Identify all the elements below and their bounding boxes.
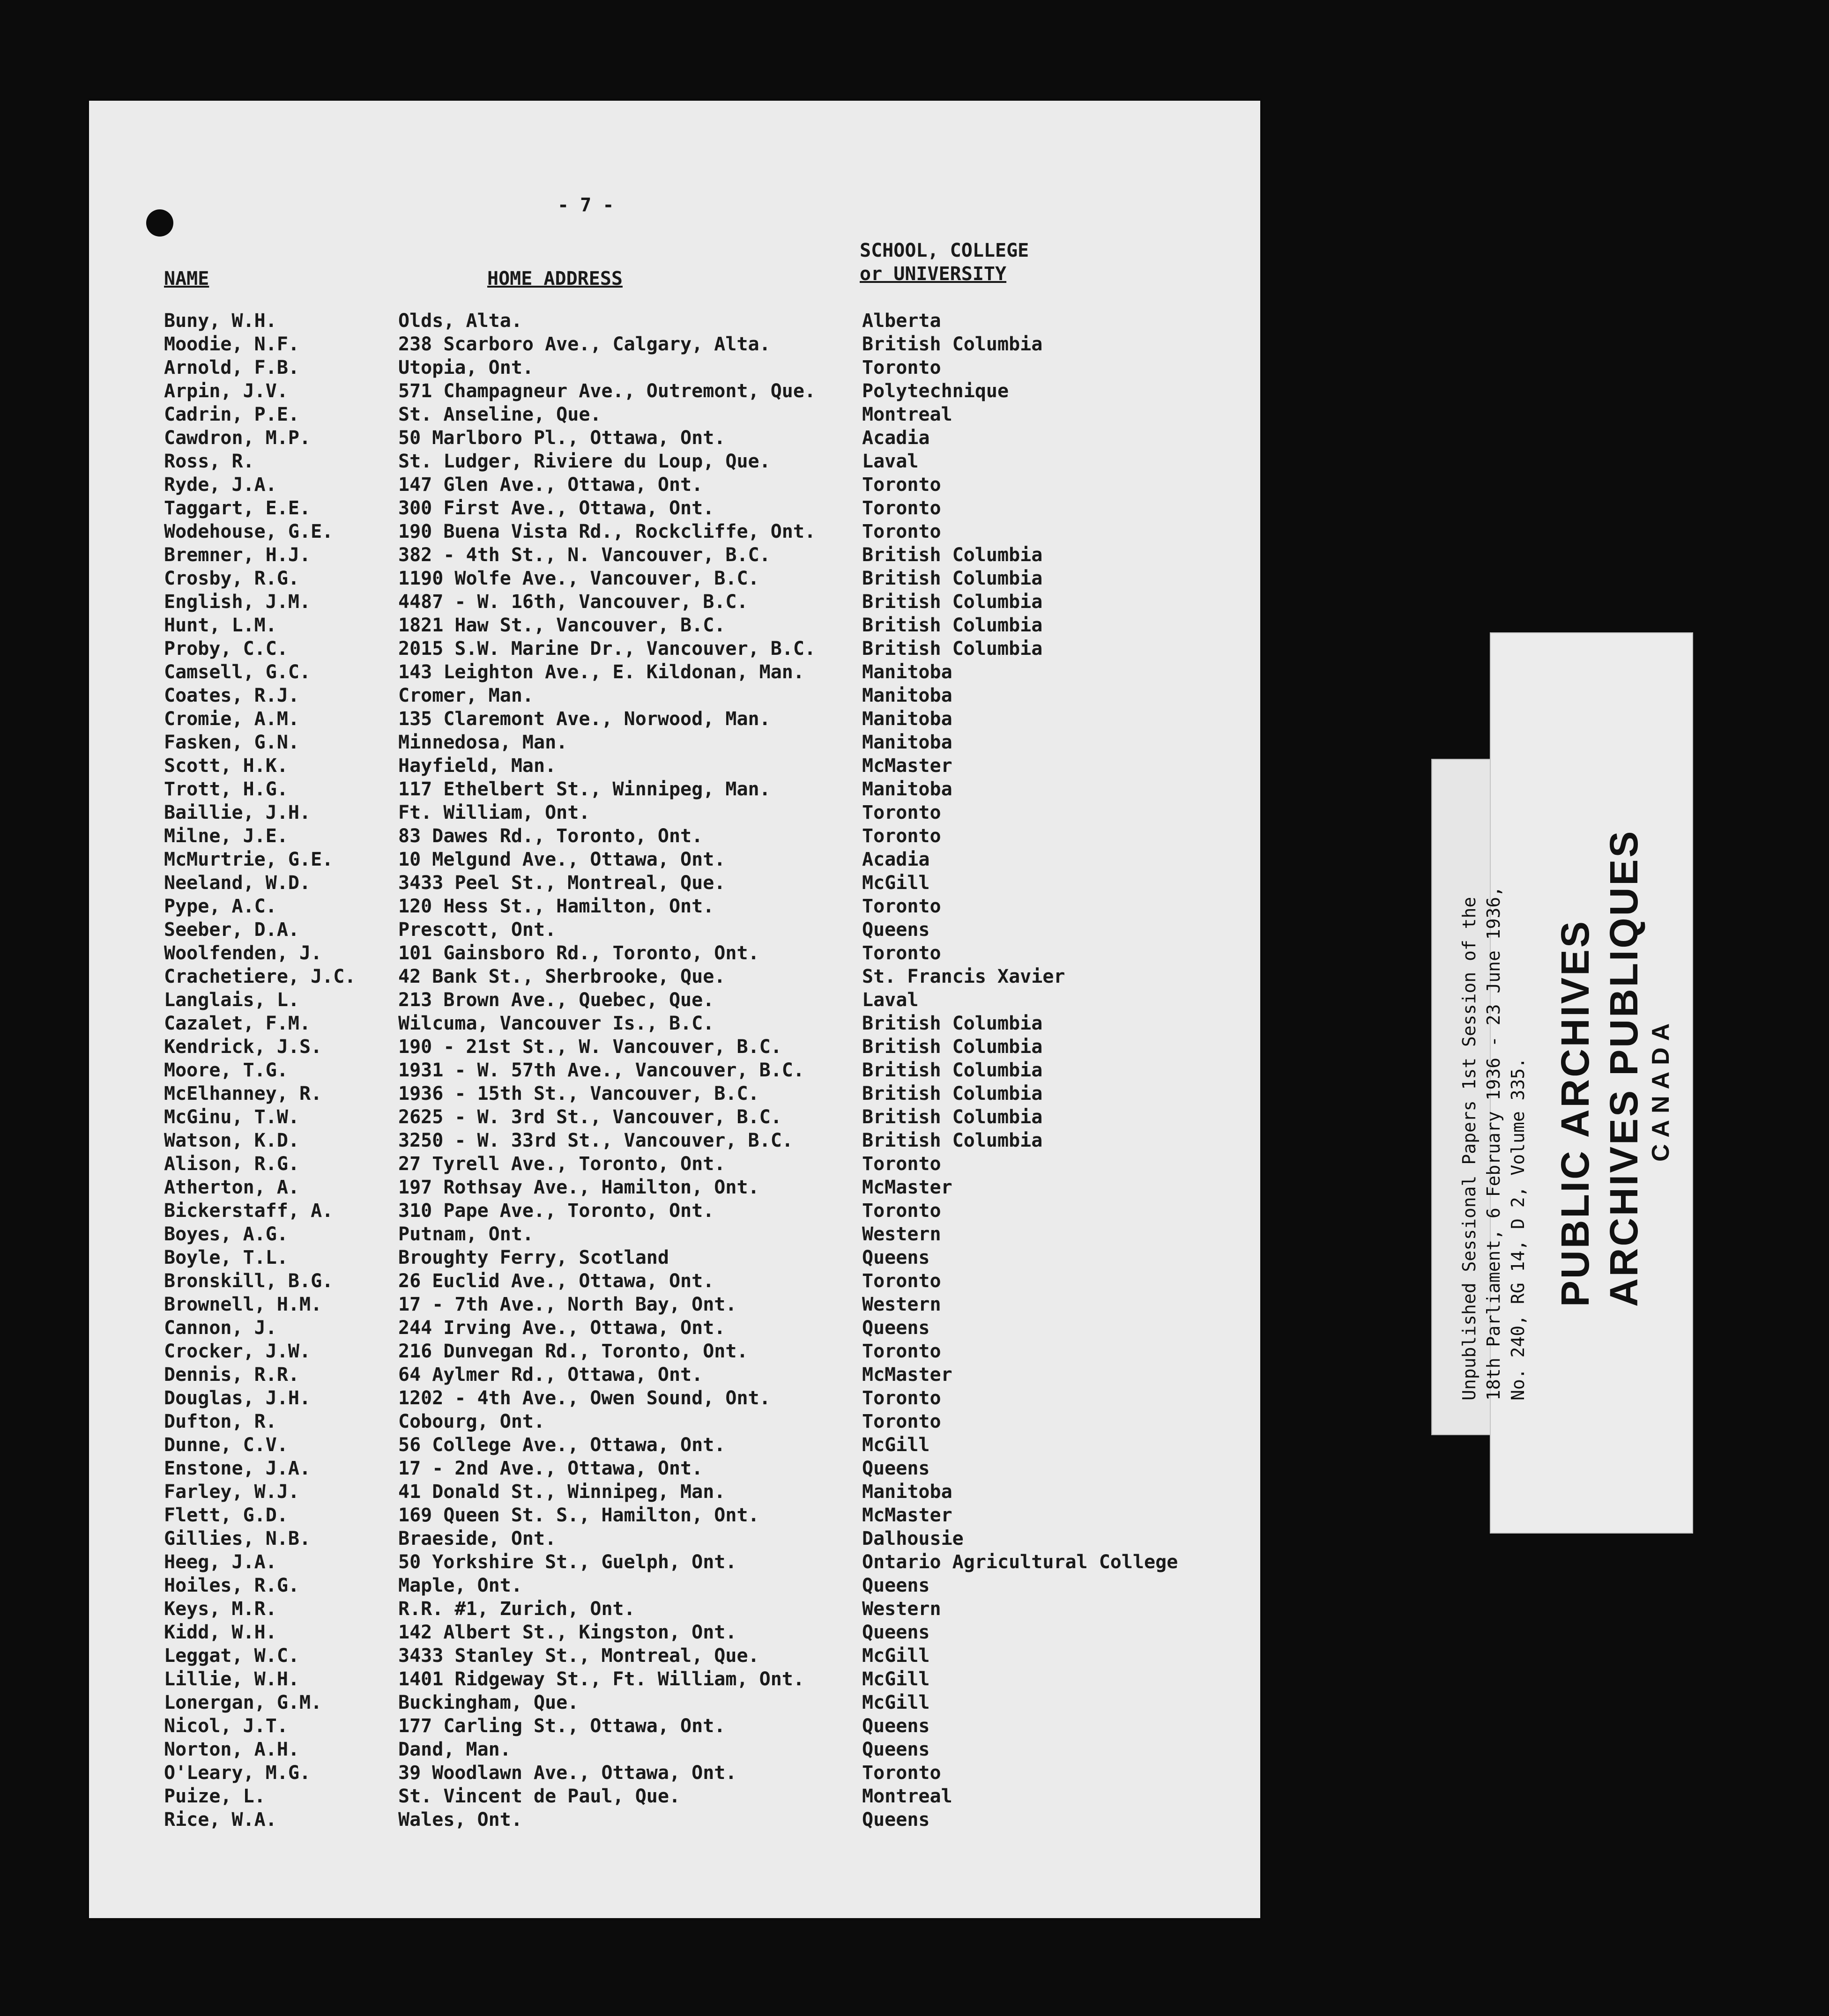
row-home-address: 216 Dunvegan Rd., Toronto, Ont. [398,1341,748,1362]
row-school: Toronto [862,357,941,378]
row-school: Manitoba [862,708,952,730]
row-name: Milne, J.E. [164,825,288,847]
row-home-address: Cromer, Man. [398,685,534,706]
row-name: Dufton, R. [164,1411,277,1432]
row-home-address: 190 Buena Vista Rd., Rockcliffe, Ont. [398,521,816,542]
row-home-address: 213 Brown Ave., Quebec, Que. [398,989,714,1011]
row-school: Laval [862,989,919,1011]
row-name: Cannon, J. [164,1317,277,1339]
row-home-address: 1202 - 4th Ave., Owen Sound, Ont. [398,1387,771,1409]
row-home-address: 142 Albert St., Kingston, Ont. [398,1622,737,1643]
table-row [164,590,1251,614]
row-home-address: St. Vincent de Paul, Que. [398,1786,681,1807]
row-name: Taggart, E.E. [164,497,311,519]
table-row [164,450,1251,473]
table-row [164,941,1251,965]
row-home-address: 120 Hess St., Hamilton, Ont. [398,896,714,917]
row-home-address: 169 Queen St. S., Hamilton, Ont. [398,1505,759,1526]
row-home-address: Buckingham, Que. [398,1692,579,1713]
row-home-address: Hayfield, Man. [398,755,557,777]
row-home-address: 39 Woodlawn Ave., Ottawa, Ont. [398,1762,737,1784]
row-school: Toronto [862,474,941,496]
row-home-address: 101 Gainsboro Rd., Toronto, Ont. [398,942,759,964]
row-name: Arnold, F.B. [164,357,299,378]
row-name: Camsell, G.C. [164,661,311,683]
table-row [164,1340,1251,1363]
row-home-address: 2015 S.W. Marine Dr., Vancouver, B.C. [398,638,816,660]
row-home-address: 83 Dawes Rd., Toronto, Ont. [398,825,703,847]
row-name: Arpin, J.V. [164,380,288,402]
row-home-address: Broughty Ferry, Scotland [398,1247,669,1268]
row-home-address: 27 Tyrell Ave., Toronto, Ont. [398,1153,726,1175]
row-school: Toronto [862,1411,941,1432]
row-name: Enstone, J.A. [164,1458,311,1479]
row-home-address: 244 Irving Ave., Ottawa, Ont. [398,1317,726,1339]
archive-title-line2: ARCHIVES PUBLIQUES [1602,829,1646,1307]
row-school: Manitoba [862,732,952,753]
row-home-address: 190 - 21st St., W. Vancouver, B.C. [398,1036,782,1058]
row-name: Wodehouse, G.E. [164,521,334,542]
row-name: Pype, A.C. [164,896,277,917]
roster-list [164,309,1251,1831]
row-name: Boyes, A.G. [164,1223,288,1245]
row-school: McGill [862,872,930,894]
row-home-address: Ft. William, Ont. [398,802,590,823]
table-row [164,754,1251,778]
row-home-address: 117 Ethelbert St., Winnipeg, Man. [398,778,771,800]
row-school: British Columbia [862,544,1043,566]
row-school: Queens [862,1809,930,1831]
row-school: Western [862,1598,941,1620]
row-name: Baillie, J.H. [164,802,311,823]
row-school: Toronto [862,802,941,823]
table-row [164,1738,1251,1761]
row-school: Toronto [862,942,941,964]
row-school: British Columbia [862,638,1043,660]
row-school: Queens [862,1622,930,1643]
row-name: McGinu, T.W. [164,1106,299,1128]
archive-title-line1: PUBLIC ARCHIVES [1553,919,1597,1307]
row-home-address: Utopia, Ont. [398,357,534,378]
table-row [164,1550,1251,1574]
table-row [164,707,1251,731]
row-school: Western [862,1294,941,1315]
row-home-address: 1936 - 15th St., Vancouver, B.C. [398,1083,759,1104]
table-row [164,1293,1251,1316]
row-home-address: 50 Marlboro Pl., Ottawa, Ont. [398,427,726,449]
row-home-address: St. Ludger, Riviere du Loup, Que. [398,451,771,472]
row-home-address: 1190 Wolfe Ave., Vancouver, B.C. [398,568,759,589]
table-row [164,871,1251,895]
row-home-address: 17 - 2nd Ave., Ottawa, Ont. [398,1458,703,1479]
row-school: Queens [862,1458,930,1479]
row-name: Leggat, W.C. [164,1645,299,1667]
row-name: Boyle, T.L. [164,1247,288,1268]
row-home-address: 310 Pape Ave., Toronto, Ont. [398,1200,714,1222]
row-home-address: 26 Euclid Ave., Ottawa, Ont. [398,1270,714,1292]
table-row [164,848,1251,871]
table-row [164,1597,1251,1621]
row-home-address: 56 College Ave., Ottawa, Ont. [398,1434,726,1456]
row-school: British Columbia [862,1130,1043,1151]
table-row [164,1129,1251,1152]
table-row [164,473,1251,497]
row-name: Flett, G.D. [164,1505,288,1526]
row-home-address: 177 Carling St., Ottawa, Ont. [398,1715,726,1737]
row-school: Toronto [862,1153,941,1175]
row-name: Kendrick, J.S. [164,1036,322,1058]
column-header-school [860,239,1029,286]
row-home-address: 3433 Peel St., Montreal, Que. [398,872,726,894]
row-school: Queens [862,1247,930,1268]
row-school: Toronto [862,896,941,917]
table-row [164,1223,1251,1246]
table-row [164,1035,1251,1059]
row-name: Brownell, H.M. [164,1294,322,1315]
row-name: Scott, H.K. [164,755,288,777]
row-name: Fasken, G.N. [164,732,299,753]
row-home-address: 197 Rothsay Ave., Hamilton, Ont. [398,1177,759,1198]
row-home-address: 3250 - W. 33rd St., Vancouver, B.C. [398,1130,793,1151]
row-school: British Columbia [862,1013,1043,1034]
row-school: Toronto [862,1387,941,1409]
table-row [164,1457,1251,1480]
row-name: Seeber, D.A. [164,919,299,941]
row-name: Watson, K.D. [164,1130,299,1151]
table-row [164,1410,1251,1433]
row-school: McGill [862,1645,930,1667]
row-name: Cazalet, F.M. [164,1013,311,1034]
punch-hole [146,209,173,237]
row-home-address: 382 - 4th St., N. Vancouver, B.C. [398,544,771,566]
column-header-name: NAME [164,268,209,289]
row-school: British Columbia [862,1083,1043,1104]
row-school: Manitoba [862,1481,952,1503]
row-school: British Columbia [862,615,1043,636]
row-home-address: 1931 - W. 57th Ave., Vancouver, B.C. [398,1060,804,1081]
row-home-address: 42 Bank St., Sherbrooke, Que. [398,966,726,987]
table-row [164,1269,1251,1293]
row-school: Queens [862,1575,930,1596]
row-name: Alison, R.G. [164,1153,299,1175]
row-home-address: 1821 Haw St., Vancouver, B.C. [398,615,726,636]
row-school: Western [862,1223,941,1245]
row-home-address: 143 Leighton Ave., E. Kildonan, Man. [398,661,804,683]
row-school: McGill [862,1692,930,1713]
table-row [164,403,1251,426]
row-home-address: 41 Donald St., Winnipeg, Man. [398,1481,726,1503]
table-row [164,333,1251,356]
row-home-address: Dand, Man. [398,1739,511,1760]
table-row [164,309,1251,333]
row-name: Bickerstaff, A. [164,1200,334,1222]
column-header-home-address: HOME ADDRESS [487,268,623,289]
table-row [164,567,1251,590]
row-school: Montreal [862,404,952,425]
row-school: Queens [862,1317,930,1339]
table-row [164,379,1251,403]
row-name: English, J.M. [164,591,311,613]
table-row [164,1012,1251,1035]
table-row [164,778,1251,801]
row-school: British Columbia [862,1060,1043,1081]
row-school: McGill [862,1668,930,1690]
row-name: Bronskill, B.G. [164,1270,334,1292]
row-school: British Columbia [862,568,1043,589]
table-row [164,918,1251,941]
archive-reference-line3: No. 240, RG 14, D 2, Volume 335. [1508,1057,1528,1401]
row-home-address: St. Anseline, Que. [398,404,602,425]
table-row [164,731,1251,754]
table-row [164,1504,1251,1527]
row-school: McGill [862,1434,930,1456]
table-row [164,356,1251,379]
table-row [164,1527,1251,1550]
table-row [164,1574,1251,1597]
row-name: Ryde, J.A. [164,474,277,496]
row-home-address: 238 Scarboro Ave., Calgary, Alta. [398,334,771,355]
row-school: British Columbia [862,591,1043,613]
row-school: Polytechnique [862,380,1009,402]
row-name: Trott, H.G. [164,778,288,800]
row-school: Queens [862,919,930,941]
table-row [164,1105,1251,1129]
table-row [164,1621,1251,1644]
column-header-school-line2: or UNIVERSITY [860,263,1007,285]
table-row [164,895,1251,918]
row-school: Ontario Agricultural College [862,1551,1178,1573]
row-school: Manitoba [862,661,952,683]
table-row [164,1480,1251,1504]
table-row [164,965,1251,988]
row-home-address: Wales, Ont. [398,1809,522,1831]
table-row [164,1152,1251,1176]
row-home-address: Wilcuma, Vancouver Is., B.C. [398,1013,714,1034]
table-row [164,1082,1251,1105]
row-name: Puize, L. [164,1786,266,1807]
row-name: Ross, R. [164,451,254,472]
row-home-address: 147 Glen Ave., Ottawa, Ont. [398,474,703,496]
row-name: Hoiles, R.G. [164,1575,299,1596]
row-name: Nicol, J.T. [164,1715,288,1737]
table-row [164,1433,1251,1457]
archive-reference-text [1457,745,1530,1401]
row-home-address: 2625 - W. 3rd St., Vancouver, B.C. [398,1106,782,1128]
row-name: Hunt, L.M. [164,615,277,636]
row-name: Keys, M.R. [164,1598,277,1620]
row-school: Manitoba [862,685,952,706]
row-name: Atherton, A. [164,1177,299,1198]
row-school: St. Francis Xavier [862,966,1065,987]
row-name: Cadrin, P.E. [164,404,299,425]
table-row [164,1363,1251,1386]
row-home-address: 17 - 7th Ave., North Bay, Ont. [398,1294,737,1315]
row-name: McMurtrie, G.E. [164,849,334,870]
row-name: Gillies, N.B. [164,1528,311,1549]
row-name: Crocker, J.W. [164,1341,311,1362]
row-home-address: 64 Aylmer Rd., Ottawa, Ont. [398,1364,703,1386]
row-name: Neeland, W.D. [164,872,311,894]
row-school: Toronto [862,1341,941,1362]
row-name: Douglas, J.H. [164,1387,311,1409]
row-name: Cawdron, M.P. [164,427,311,449]
row-school: British Columbia [862,1106,1043,1128]
row-name: Cromie, A.M. [164,708,299,730]
row-school: McMaster [862,1177,952,1198]
table-row [164,1246,1251,1269]
row-school: Acadia [862,427,930,449]
row-school: McMaster [862,755,952,777]
row-home-address: Cobourg, Ont. [398,1411,545,1432]
row-name: Woolfenden, J. [164,942,322,964]
row-school: McMaster [862,1364,952,1386]
row-home-address: 50 Yorkshire St., Guelph, Ont. [398,1551,737,1573]
archive-reference-line2: 18th Parliament, 6 February 1936 - 23 June 1936, [1483,886,1504,1401]
row-home-address: 3433 Stanley St., Montreal, Que. [398,1645,759,1667]
row-school: Queens [862,1739,930,1760]
row-school: Toronto [862,825,941,847]
row-home-address: 135 Claremont Ave., Norwood, Man. [398,708,771,730]
table-row [164,1668,1251,1691]
table-row [164,1316,1251,1340]
table-row [164,988,1251,1012]
row-school: Manitoba [862,778,952,800]
page-number: - 7 - [558,194,614,216]
row-home-address: Olds, Alta. [398,310,522,332]
row-school: Alberta [862,310,941,332]
row-school: British Columbia [862,1036,1043,1058]
row-name: Moodie, N.F. [164,334,299,355]
row-name: Lonergan, G.M. [164,1692,322,1713]
row-home-address: R.R. #1, Zurich, Ont. [398,1598,635,1620]
row-name: Coates, R.J. [164,685,299,706]
row-school: Toronto [862,1270,941,1292]
table-row [164,1714,1251,1738]
row-name: Moore, T.G. [164,1060,288,1081]
table-row [164,426,1251,450]
row-school: Toronto [862,1762,941,1784]
row-name: Crachetiere, J.C. [164,966,356,987]
row-name: Kidd, W.H. [164,1622,277,1643]
row-name: McElhanney, R. [164,1083,322,1104]
row-school: Dalhousie [862,1528,964,1549]
table-row [164,497,1251,520]
table-row [164,1199,1251,1223]
row-name: Langlais, L. [164,989,299,1011]
archive-reference-line1: Unpublished Sessional Papers 1st Session of the [1459,897,1480,1401]
archive-subtitle: CANADA [1647,1016,1674,1162]
row-home-address: 1401 Ridgeway St., Ft. William, Ont. [398,1668,804,1690]
row-school: Acadia [862,849,930,870]
table-row [164,1059,1251,1082]
row-home-address: 10 Melgund Ave., Ottawa, Ont. [398,849,726,870]
row-name: Heeg, J.A. [164,1551,277,1573]
row-school: Toronto [862,497,941,519]
row-name: Crosby, R.G. [164,568,299,589]
row-home-address: Braeside, Ont. [398,1528,557,1549]
table-row [164,1761,1251,1785]
table-row [164,637,1251,660]
row-home-address: 571 Champagneur Ave., Outremont, Que. [398,380,816,402]
row-school: Toronto [862,521,941,542]
archive-title [1551,745,1648,1307]
row-name: Buny, W.H. [164,310,277,332]
row-name: Norton, A.H. [164,1739,299,1760]
row-school: Queens [862,1715,930,1737]
row-name: Dennis, R.R. [164,1364,299,1386]
row-name: Dunne, C.V. [164,1434,288,1456]
row-school: Toronto [862,1200,941,1222]
row-name: Proby, C.C. [164,638,288,660]
table-row [164,543,1251,567]
row-home-address: Minnedosa, Man. [398,732,568,753]
row-name: Rice, W.A. [164,1809,277,1831]
table-row [164,1644,1251,1668]
table-row [164,1808,1251,1831]
table-row [164,1176,1251,1199]
row-name: O'Leary, M.G. [164,1762,311,1784]
row-school: British Columbia [862,334,1043,355]
row-name: Farley, W.J. [164,1481,299,1503]
row-home-address: Putnam, Ont. [398,1223,534,1245]
row-name: Bremner, H.J. [164,544,311,566]
row-school: McMaster [862,1505,952,1526]
column-header-school-line1: SCHOOL, COLLEGE [860,240,1029,261]
row-home-address: Prescott, Ont. [398,919,557,941]
row-home-address: 300 First Ave., Ottawa, Ont. [398,497,714,519]
row-school: Laval [862,451,919,472]
table-row [164,520,1251,543]
table-row [164,1785,1251,1808]
row-home-address: 4487 - W. 16th, Vancouver, B.C. [398,591,748,613]
table-row [164,614,1251,637]
table-row [164,684,1251,707]
table-row [164,660,1251,684]
table-row [164,1691,1251,1714]
document-page [89,101,1260,1918]
row-name: Lillie, W.H. [164,1668,299,1690]
table-row [164,1386,1251,1410]
table-row [164,824,1251,848]
row-home-address: Maple, Ont. [398,1575,522,1596]
table-row [164,801,1251,824]
row-school: Montreal [862,1786,952,1807]
